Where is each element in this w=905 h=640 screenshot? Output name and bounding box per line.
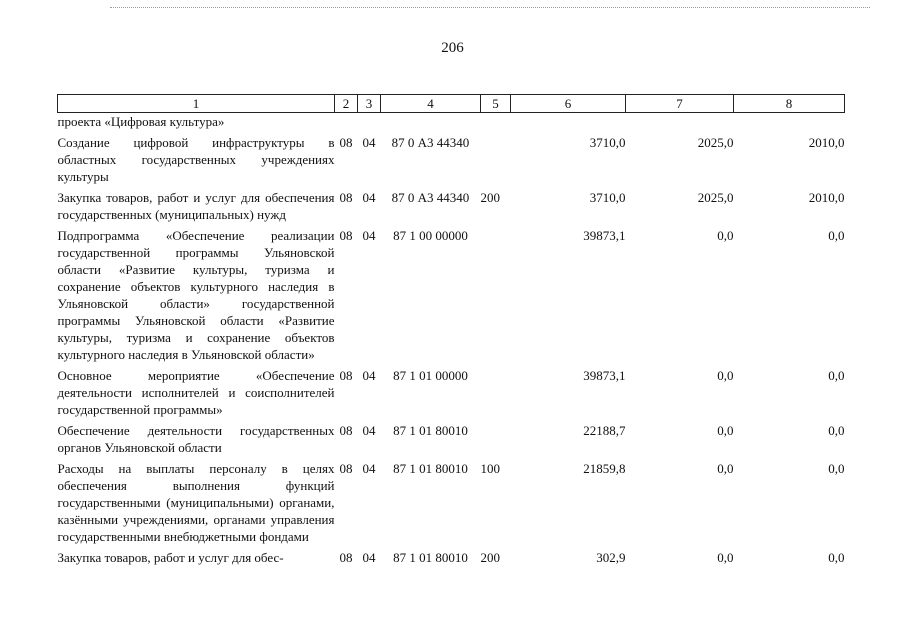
cell-subsection xyxy=(358,113,381,131)
column-header: 1 xyxy=(58,95,335,113)
row-name: Обеспечение деятельности государственных органов Ульяновской области xyxy=(57,423,335,455)
cell-subsection: 04 xyxy=(362,423,376,438)
cell-target-code: 87 1 01 00000 xyxy=(393,368,468,383)
cell-amount-3: 2010,0 xyxy=(808,190,845,205)
cell-amount-2 xyxy=(626,113,734,131)
cell-amount-3: 0,0 xyxy=(828,423,845,438)
column-header: 2 xyxy=(335,95,358,113)
cell-section: 08 xyxy=(339,550,353,565)
row-name: Расходы на выплаты персоналу в целях обеспечения выполнения функций государственными (муниципальными) органами, казёнными учреждениями, органами управления государственными внебюджетными фондами xyxy=(57,461,335,544)
cell-section: 08 xyxy=(339,368,353,383)
cell-expense-type: 100 xyxy=(480,461,500,476)
column-header: 8 xyxy=(734,95,845,113)
cell-amount-2: 2025,0 xyxy=(697,135,734,150)
cell-subsection: 04 xyxy=(362,190,376,205)
cell-subsection: 04 xyxy=(362,135,376,150)
cell-amount-3 xyxy=(734,113,845,131)
cell-expense-type xyxy=(481,223,511,363)
cell-expense-type xyxy=(481,113,511,131)
cell-expense-type xyxy=(481,363,511,418)
cell-amount-2: 0,0 xyxy=(717,368,734,383)
cell-amount-3: 0,0 xyxy=(828,228,845,243)
cell-expense-type: 200 xyxy=(480,550,500,565)
table-row xyxy=(58,545,845,566)
cell-amount-1 xyxy=(511,113,626,131)
row-name: Подпрограмма «Обеспечение реализации государственной программы Ульяновской области «Развитие культуры, туризма и сохранение объектов культурного наследия в Ульяновской области» государственной программы Ульяновской области «Развитие культуры, туризма и сохранение объектов культурного наследия в Ульяновской области» xyxy=(57,228,335,362)
cell-amount-2: 0,0 xyxy=(717,228,734,243)
cell-target-code: 87 0 А3 44340 xyxy=(391,190,470,205)
table-row xyxy=(58,363,845,418)
cell-amount-1: 21859,8 xyxy=(583,461,626,476)
table-row xyxy=(58,130,845,185)
cell-section xyxy=(335,113,358,131)
cell-target-code: 87 0 А3 44340 xyxy=(391,135,470,150)
column-header: 3 xyxy=(358,95,381,113)
column-header: 4 xyxy=(381,95,481,113)
table-row xyxy=(58,185,845,223)
row-name: Основное мероприятие «Обеспечение деятельности исполнителей и соисполнителей государственной программы» xyxy=(57,368,335,417)
column-header: 5 xyxy=(481,95,511,113)
table-row xyxy=(58,223,845,363)
cell-subsection: 04 xyxy=(362,550,376,565)
cell-subsection: 04 xyxy=(362,228,376,243)
cell-amount-1: 3710,0 xyxy=(589,135,626,150)
cell-amount-1: 3710,0 xyxy=(589,190,626,205)
cell-target-code xyxy=(381,113,481,131)
table-row xyxy=(58,113,845,131)
scan-artifact-line xyxy=(110,7,870,8)
cell-amount-3: 0,0 xyxy=(828,550,845,565)
cell-expense-type xyxy=(481,130,511,185)
cell-target-code: 87 1 01 80010 xyxy=(393,461,468,476)
cell-amount-2: 2025,0 xyxy=(697,190,734,205)
cell-amount-1: 302,9 xyxy=(596,550,626,565)
row-name: Создание цифровой инфраструктуры в областных государственных учреждениях культуры xyxy=(57,135,335,184)
header-row xyxy=(58,95,845,113)
cell-amount-1: 39873,1 xyxy=(583,228,626,243)
cell-section: 08 xyxy=(339,423,353,438)
cell-amount-2: 0,0 xyxy=(717,550,734,565)
row-name: проекта «Цифровая культура» xyxy=(57,114,225,129)
cell-expense-type: 200 xyxy=(480,190,500,205)
cell-section: 08 xyxy=(339,190,353,205)
column-header: 6 xyxy=(511,95,626,113)
cell-amount-3: 0,0 xyxy=(828,368,845,383)
page-number: 206 xyxy=(441,40,464,56)
cell-section: 08 xyxy=(339,461,353,476)
cell-amount-1: 22188,7 xyxy=(583,423,626,438)
cell-amount-2: 0,0 xyxy=(717,461,734,476)
cell-target-code: 87 1 00 00000 xyxy=(393,228,468,243)
cell-amount-1: 39873,1 xyxy=(583,368,626,383)
cell-section: 08 xyxy=(339,228,353,243)
cell-target-code: 87 1 01 80010 xyxy=(393,550,468,565)
cell-amount-3: 0,0 xyxy=(828,461,845,476)
table-row xyxy=(58,418,845,456)
cell-section: 08 xyxy=(339,135,353,150)
cell-subsection: 04 xyxy=(362,461,376,476)
cell-amount-3: 2010,0 xyxy=(808,135,845,150)
cell-target-code: 87 1 01 80010 xyxy=(393,423,468,438)
row-name: Закупка товаров, работ и услуг для обеспечения государственных (муниципальных) нужд xyxy=(57,190,335,222)
row-name: Закупка товаров, работ и услуг для обес- xyxy=(57,550,284,565)
cell-subsection: 04 xyxy=(362,368,376,383)
cell-expense-type xyxy=(481,418,511,456)
budget-table xyxy=(57,94,845,566)
cell-amount-2: 0,0 xyxy=(717,423,734,438)
table-row xyxy=(58,456,845,545)
column-header: 7 xyxy=(626,95,734,113)
